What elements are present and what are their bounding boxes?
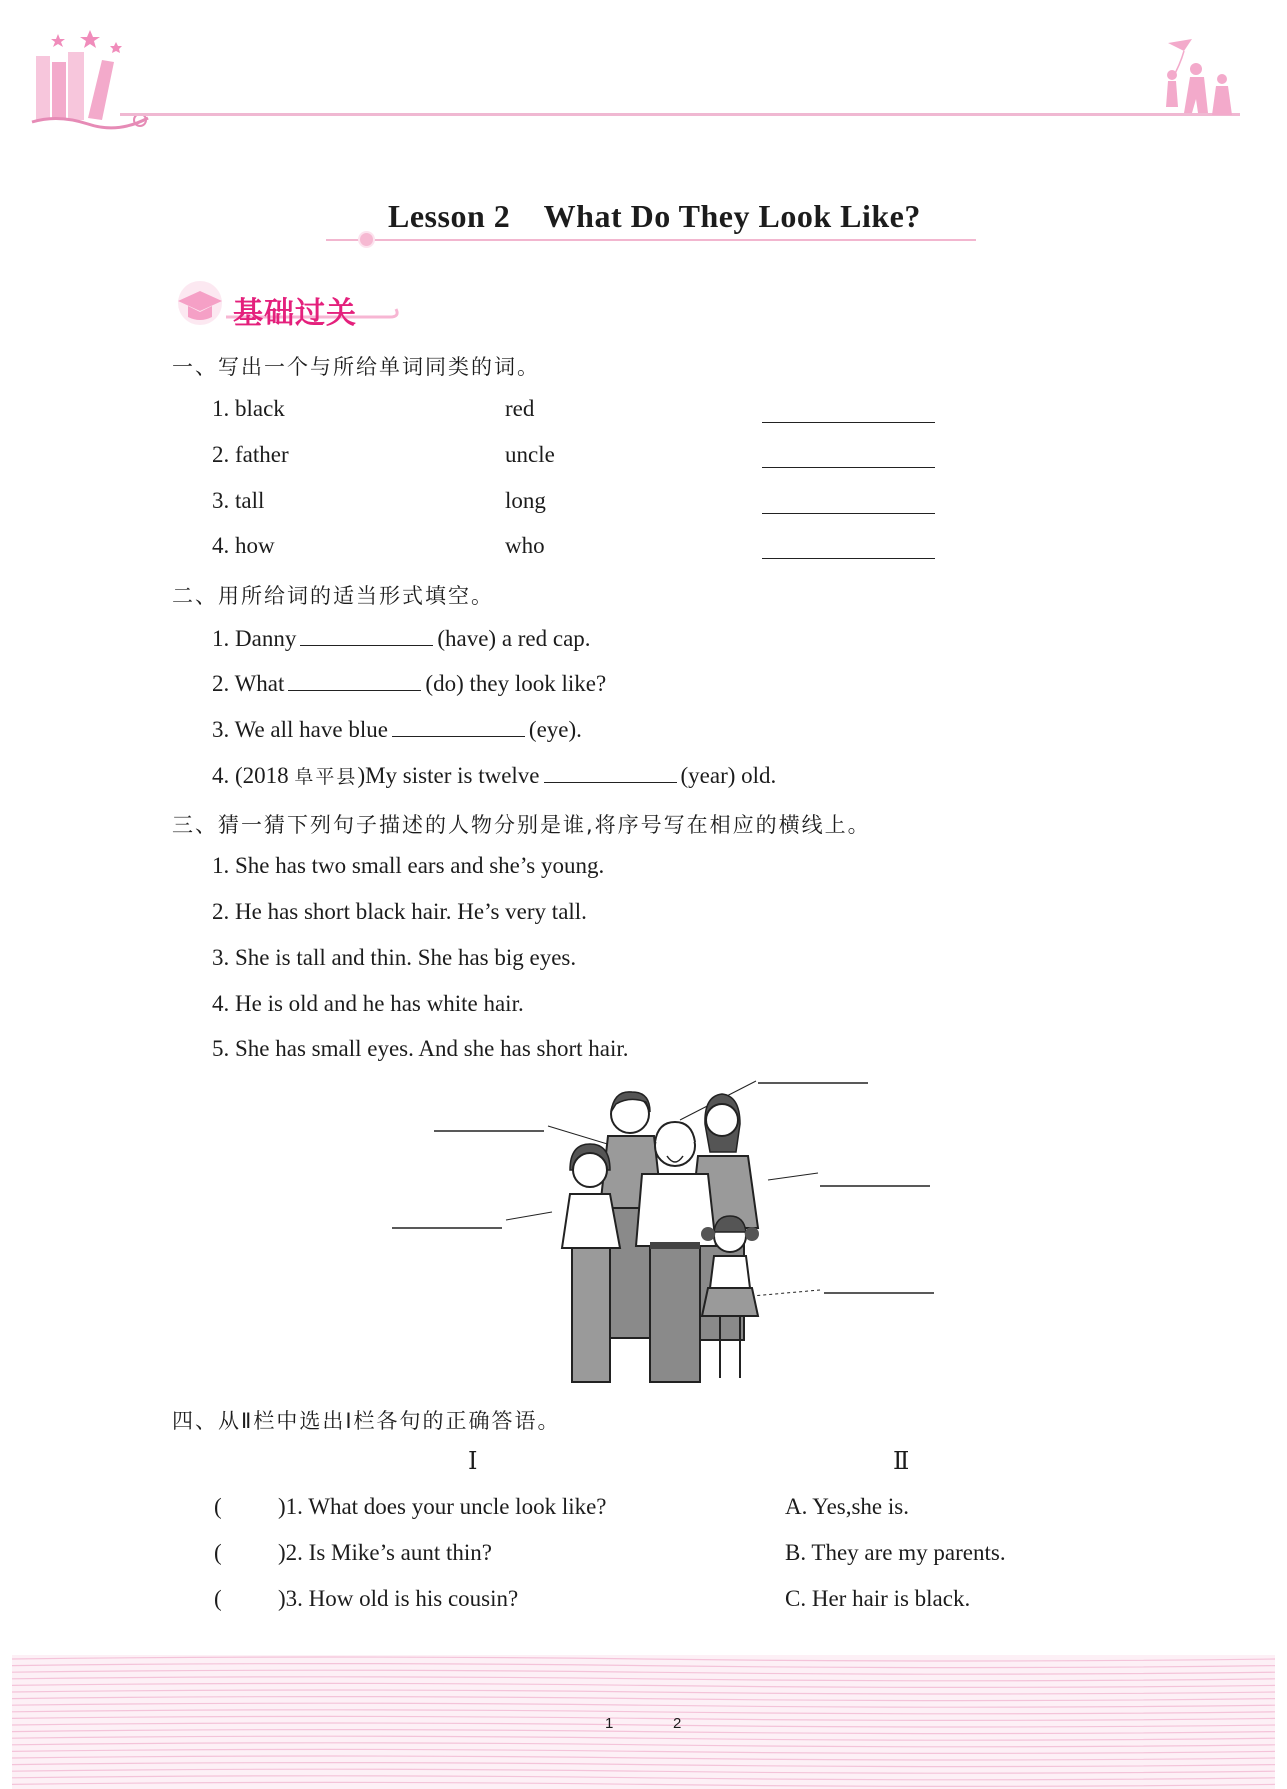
part2-item-3-before: 3. We all have blue [212,717,388,742]
part2-item-4 [212,762,776,789]
part2-item-4-source: 阜平县 [294,766,358,788]
part2-item-1-blank[interactable] [300,625,433,646]
part2-item-1-after: (have) a red cap. [437,626,591,651]
part4-question-3-paren[interactable]: ( [214,1586,222,1611]
column-1-header: Ⅰ [468,1449,478,1475]
part2-item-2-after: (do) they look like? [425,671,607,696]
part3-sentence-5: 5. She has small eyes. And she has short hair. [212,1036,629,1061]
part2-item-2-before: 2. What [212,671,285,696]
header-rule [120,113,1240,116]
part1-item-1-word: 1. black [212,396,285,421]
part2-item-1-before: 1. Danny [212,626,297,651]
part2-item-3-after: (eye). [528,717,582,742]
lesson-title: Lesson 2 What Do They Look Like? [388,198,921,234]
footer-wave-band [12,1655,1275,1789]
part2-item-4-after: (year) old. [680,763,777,788]
title-bullet-dot [358,231,375,248]
part3-sentence-2: 2. He has short black hair. He’s very tall. [212,899,587,924]
part4-question-1-paren[interactable]: ( [214,1494,222,1519]
part1-item-4-answer-line[interactable] [762,558,935,559]
part4-question-1: )1. What does your uncle look like? [278,1494,607,1519]
part2-item-4-prefix: 4. (2018 [212,763,295,788]
page-number-right: 2 [673,1715,682,1732]
title-underline [326,239,976,241]
page-number-left: 1 [605,1715,614,1732]
part2-item-2-blank[interactable] [288,670,421,691]
part4-answer-c: C. Her hair is black. [785,1586,971,1611]
part1-item-1-answer-line[interactable] [762,422,935,423]
part1-item-2-word: 2. father [212,442,289,467]
part1-item-3-answer-line[interactable] [762,513,935,514]
part1-item-1-example: red [505,396,535,421]
part1-item-4-example: who [505,533,545,558]
book-stack-decoration [28,22,158,134]
part4-question-3: )3. How old is his cousin? [278,1586,519,1611]
part2-item-4-blank[interactable] [544,762,677,783]
part2-item-3 [212,716,582,743]
part3-sentence-1: 1. She has two small ears and she’s young. [212,853,605,878]
children-kite-decoration [1158,35,1242,119]
part3-sentence-3: 3. She is tall and thin. She has big eyes. [212,945,577,970]
part1-item-4-word: 4. how [212,533,275,558]
part1-item-2-example: uncle [505,442,555,467]
part4-question-2: )2. Is Mike’s aunt thin? [278,1540,492,1565]
part2-heading: 二、用所给词的适当形式填空。 [172,584,494,608]
family-illustration [380,1078,940,1396]
part4-answer-b: B. They are my parents. [785,1540,1006,1565]
part1-item-2-answer-line[interactable] [762,467,935,468]
part1-heading: 一、写出一个与所给单词同类的词。 [172,355,540,379]
section-banner-label: 基础过关 [233,296,357,331]
part1-item-3-example: long [505,488,546,513]
part4-heading: 四、从Ⅱ栏中选出Ⅰ栏各句的正确答语。 [172,1409,561,1433]
part3-heading: 三、猜一猜下列句子描述的人物分别是谁,将序号写在相应的横线上。 [172,813,871,837]
part2-item-4-before: )My sister is twelve [357,763,540,788]
part1-item-3-word: 3. tall [212,488,265,513]
part2-item-2 [212,670,606,697]
part2-item-1 [212,625,591,652]
column-2-header: Ⅱ [893,1449,910,1475]
part4-answer-a: A. Yes,she is. [785,1494,909,1519]
part2-item-3-blank[interactable] [392,716,525,737]
part3-sentence-4: 4. He is old and he has white hair. [212,991,524,1016]
part4-question-2-paren[interactable]: ( [214,1540,222,1565]
little-girl-figure [701,1216,759,1378]
